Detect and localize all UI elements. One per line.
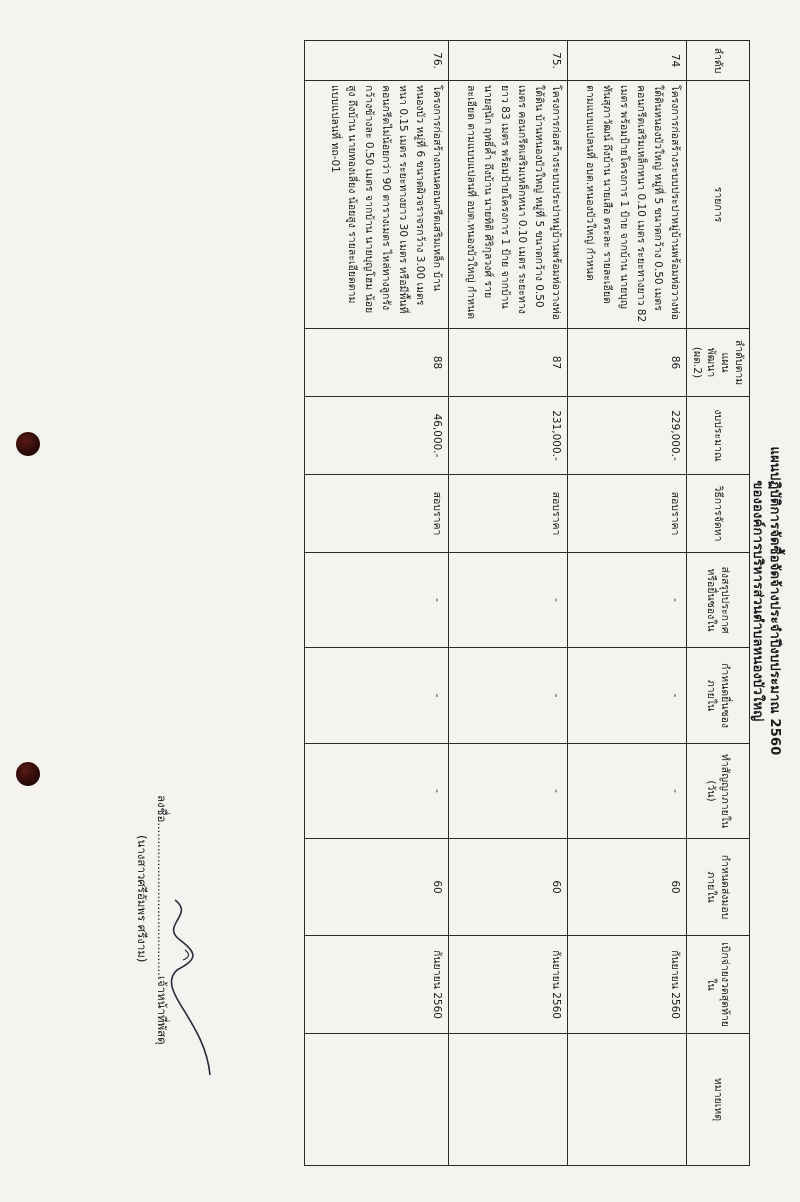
header-cell-item: รายการ — [687, 81, 750, 329]
table-row — [449, 41, 568, 1166]
header-cell-method: วิธีการจัดหา — [687, 475, 750, 553]
row-final-payment: กันยายน 2560 — [568, 936, 687, 1034]
header-cell-delivery: กำหนดส่งมอบ ภายใน — [687, 839, 750, 936]
header-cell-remark: หมายเหตุ — [687, 1034, 750, 1166]
row-budget: 229,000.- — [568, 397, 687, 475]
row-item: โครงการก่อสร้างถนนคอนกรีตเสริมเหล็ก บ้านหนองบัว หมู่ที่ 6 ขนาดผิวจราจรกว้าง 3.00 เมตร หนา 0.15 เมตร ระยะทางยาว 30 เมตร หรือมีพื้นที่ คอนกรีตไม่น้อยกว่า 90 ตารางเมตร ไหล่ทางลูกรังกว้างข้างละ 0.50 เมตร จากบ้าน นายบุญโฮม น้อยสูง ถึงบ้าน นายทองเลี่ยง น้อยสูง รายละเอียดตาม แบบแปลนที่ ทถ-01 — [305, 81, 449, 329]
table-header-row — [687, 41, 750, 1166]
row-announce: - — [568, 553, 687, 648]
row-remark — [568, 1034, 687, 1166]
header-cell-plan-no: ลำดับตามแผน พัฒนา (ผด.2) — [687, 329, 750, 397]
row-announce: - — [449, 553, 568, 648]
table-row — [568, 41, 687, 1166]
row-submit: - — [449, 648, 568, 744]
row-item: โครงการก่อสร้างระบบประปาหมู่บ้านพร้อมท่อวางท่อ ใต้ดินหนองบัวใหญ่ หมู่ที่ 5 ขนาดกว้าง 0.50 เมตร คอนกรีตเสริมเหล็กหนา 0.10 เมตร ระยะทางยาว 82 เมตร พร้อมป้ายโครงการ 1 ป้าย จากบ้าน นายบุญ ทันสุภาวัฒน์ ถึงบ้าน นายเสือ ตระละ รายละเอียด ตามแบบแปลนที่ อบต.หนองบัวใหญ่ กำหนด — [568, 81, 687, 329]
row-remark — [449, 1034, 568, 1166]
row-budget: 46,000.- — [305, 397, 449, 475]
signature-line: ลงชื่อ..........................................เจ้าหน้าที่พัสดุ — [155, 795, 169, 1045]
row-no: 76. — [305, 41, 449, 81]
row-submit: - — [305, 648, 449, 744]
header-cell-contract: ทำสัญญาภายใน (วัน) — [687, 744, 750, 839]
row-delivery: 60 — [449, 839, 568, 936]
document-subtitle: ขององค์การบริหารส่วนตำบลหนองบัวใหญ่ — [750, 480, 765, 722]
header-cell-announce: ส่งสรุปประกาศ หรือยื่นซองใน — [687, 553, 750, 648]
header-cell-budget: งบประมาณ — [687, 397, 750, 475]
row-plan-no: 88 — [305, 329, 449, 397]
row-contract: - — [449, 744, 568, 839]
row-plan-no: 87 — [449, 329, 568, 397]
row-no: 74 — [568, 41, 687, 81]
row-no: 75. — [449, 41, 568, 81]
row-announce: - — [305, 553, 449, 648]
row-plan-no: 86 — [568, 329, 687, 397]
header-cell-no: ลำดับ — [687, 41, 750, 81]
row-final-payment: กันยายน 2560 — [449, 936, 568, 1034]
signature-name: (นางสาวศรีอัมพร ศรีงาม) — [135, 835, 149, 963]
header-cell-submit: กำหนดยื่นซอง ภายใน — [687, 648, 750, 744]
header-cell-final-payment: เบิกจ่ายงวดสุดท้าย ใน — [687, 936, 750, 1034]
procurement-table — [304, 40, 750, 1166]
row-item: โครงการก่อสร้างระบบประปาหมู่บ้านพร้อมท่อวางท่อใต้ดิน บ้านหนองบัวใหญ่ หมู่ที่ 5 ขนาดกว้าง 0.50 เมตร คอนกรีตเสริมเหล็กหนา 0.10 เมตร ระยะทางยาว 83 เมตร พร้อมป้ายโครงการ 1 ป้าย จากบ้าน นายสุนัก ฤทธิ์ค้ำ ถึงบ้าน นายทิติ ศิริกุลวงศ์ รายละเอียด ตามแบบแปลนที่ อบต.หนองบัวใหญ่ กำหนด — [449, 81, 568, 329]
row-method: สอบราคา — [305, 475, 449, 553]
row-contract: - — [568, 744, 687, 839]
row-method: สอบราคา — [568, 475, 687, 553]
row-submit: - — [568, 648, 687, 744]
row-contract: - — [305, 744, 449, 839]
row-method: สอบราคา — [449, 475, 568, 553]
document-title: แผนปฏิบัติการจัดซื้อจัดจ้างประจำปีงบประมาณ 2560 — [767, 446, 782, 756]
row-delivery: 60 — [568, 839, 687, 936]
table-row — [305, 41, 449, 1166]
row-remark — [305, 1034, 449, 1166]
row-delivery: 60 — [305, 839, 449, 936]
row-final-payment: กันยายน 2560 — [305, 936, 449, 1034]
row-budget: 231,000.- — [449, 397, 568, 475]
